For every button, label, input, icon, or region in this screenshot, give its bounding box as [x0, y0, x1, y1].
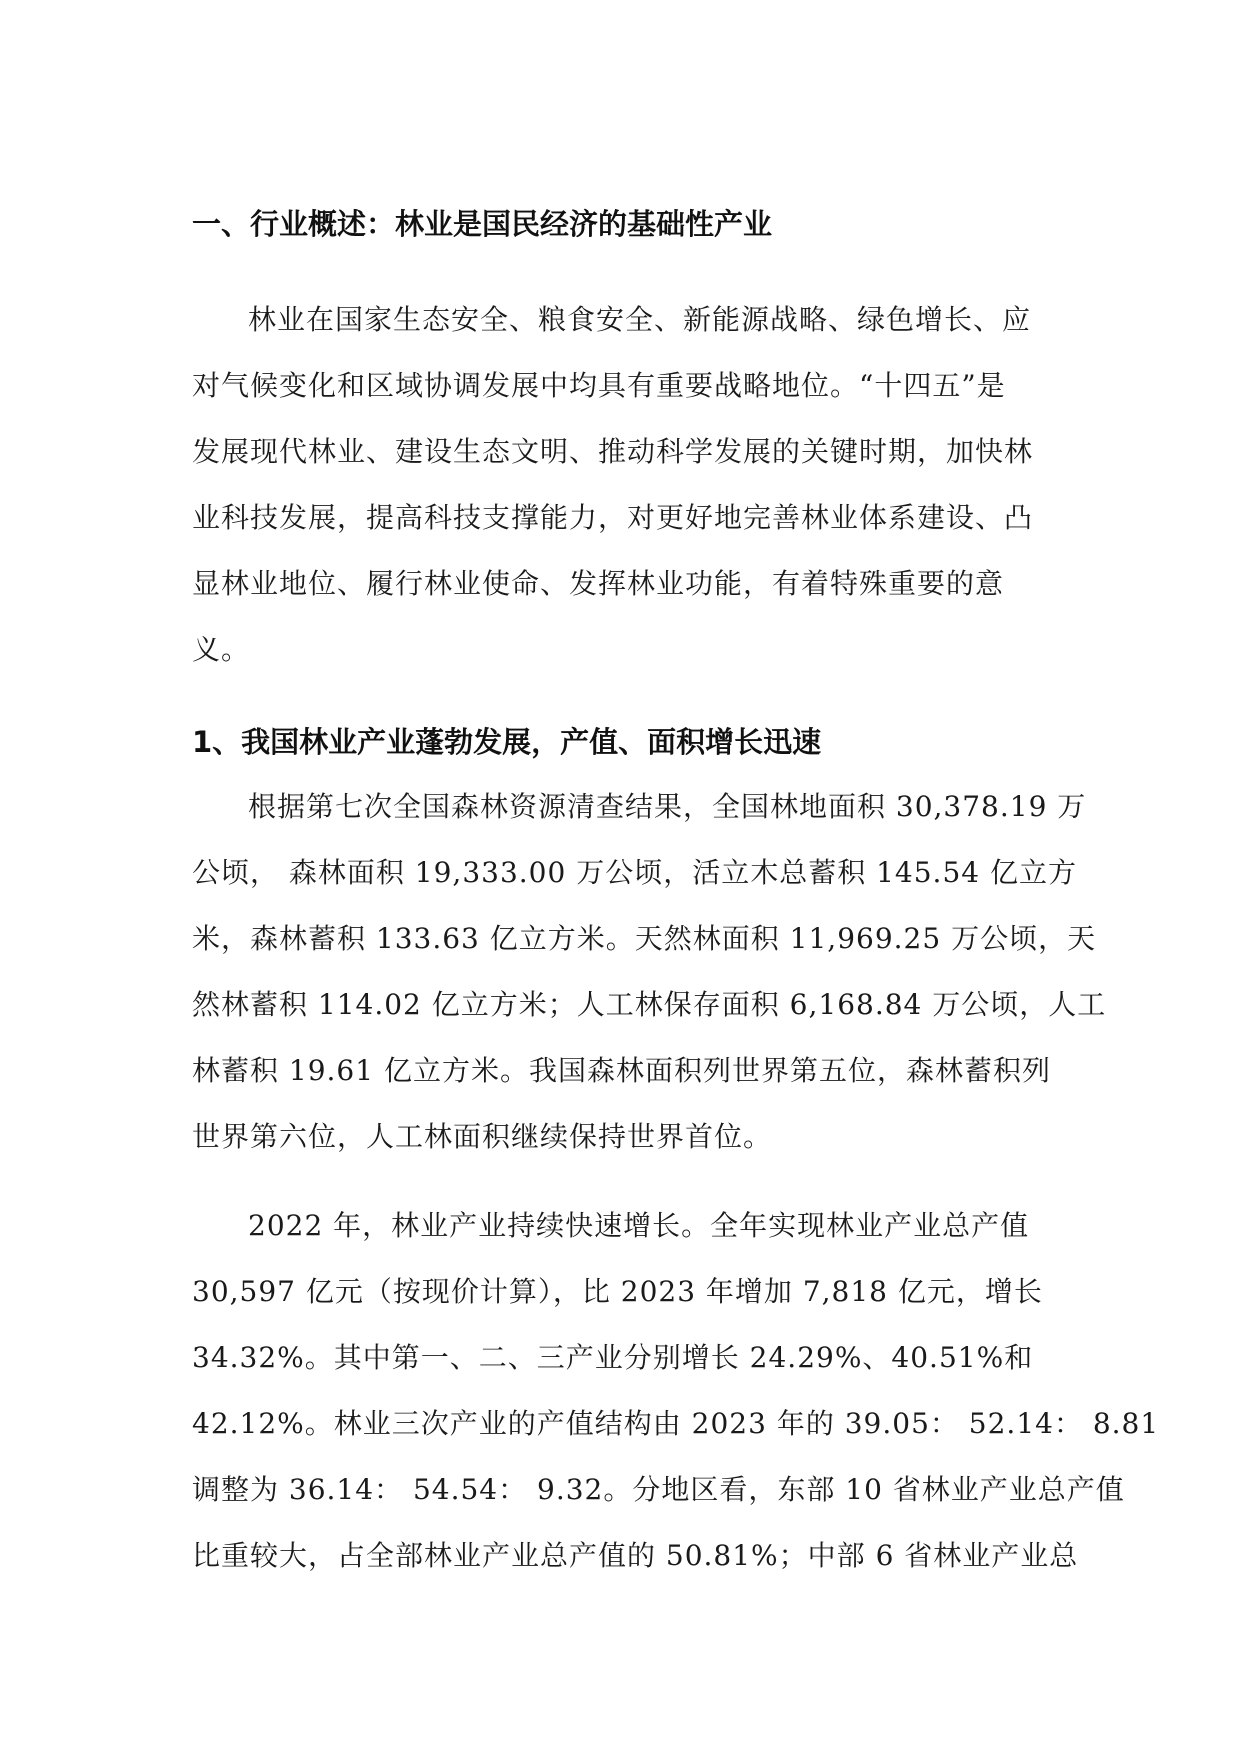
paragraph-line: 义。: [192, 633, 251, 666]
paragraph-forest-resources: [192, 774, 1107, 1170]
paragraph-line: 然林蓄积 114.02 亿立方米；人工林保存面积 6,168.84 万公顷，人工: [192, 988, 1107, 1021]
paragraph-line: 业科技发展，提高科技支撑能力，对更好地完善林业体系建设、凸: [192, 501, 1034, 534]
paragraph-line: 根据第七次全国森林资源清查结果，全国林地面积 30,378.19 万: [248, 790, 1087, 823]
paragraph-line: 对气候变化和区域协调发展中均具有重要战略地位。“十四五”是: [192, 369, 1006, 402]
paragraph-line: 公顷， 森林面积 19,333.00 万公顷，活立木总蓄积 145.54 亿立方: [192, 856, 1077, 889]
paragraph-overview: [192, 287, 1052, 683]
paragraph-line: 发展现代林业、建设生态文明、推动科学发展的关键时期，加快林: [192, 435, 1034, 468]
paragraph-line: 42.12%。林业三次产业的产值结构由 2023 年的 39.05： 52.14： 8.81: [192, 1407, 1160, 1440]
section-heading: 一、行业概述：林业是国民经济的基础性产业: [192, 207, 773, 241]
paragraph-line: 30,597 亿元（按现价计算），比 2023 年增加 7,818 亿元，增长: [192, 1275, 1043, 1308]
paragraph-line: 世界第六位，人工林面积继续保持世界首位。: [192, 1120, 773, 1153]
paragraph-line: 比重较大，占全部林业产业总产值的 50.81%；中部 6 省林业产业总: [192, 1539, 1079, 1572]
paragraph-line: 显林业地位、履行林业使命、发挥林业功能，有着特殊重要的意: [192, 567, 1005, 600]
paragraph-industry-output: [192, 1193, 1160, 1589]
paragraph-line: 34.32%。其中第一、二、三产业分别增长 24.29%、40.51%和: [192, 1341, 1034, 1374]
subsection-heading: 1、我国林业产业蓬勃发展，产值、面积增长迅速: [192, 725, 822, 759]
paragraph-line: 调整为 36.14： 54.54： 9.32。分地区看，东部 10 省林业产业总产值: [192, 1473, 1125, 1506]
paragraph-line: 米，森林蓄积 133.63 亿立方米。天然林面积 11,969.25 万公顷，天: [192, 922, 1097, 955]
paragraph-line: 2022 年，林业产业持续快速增长。全年实现林业产业总产值: [248, 1209, 1030, 1242]
paragraph-line: 林业在国家生态安全、粮食安全、新能源战略、绿色增长、应: [248, 303, 1032, 336]
paragraph-line: 林蓄积 19.61 亿立方米。我国森林面积列世界第五位，森林蓄积列: [192, 1054, 1051, 1087]
